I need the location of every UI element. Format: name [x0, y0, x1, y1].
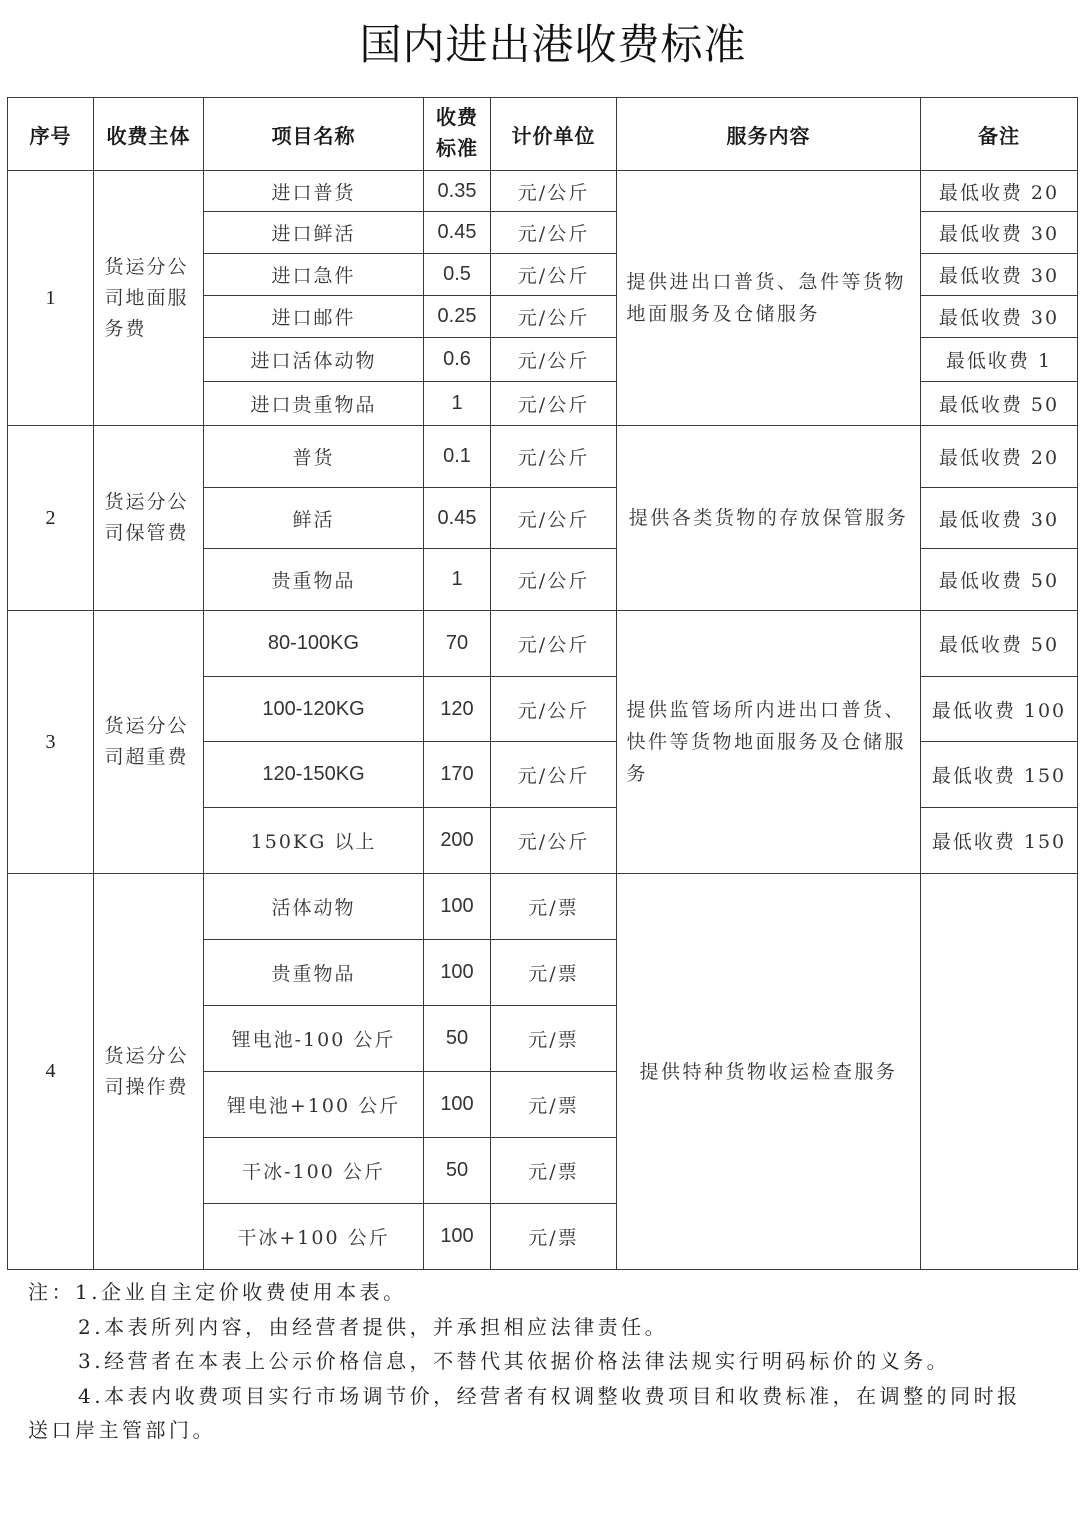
pricing-unit: 元/公斤 [491, 296, 617, 338]
pricing-unit: 元/公斤 [491, 212, 617, 254]
item-name: 进口活体动物 [204, 338, 424, 382]
pricing-unit: 元/公斤 [491, 382, 617, 426]
remark: 最低收费 100 [921, 677, 1078, 742]
item-name: 80-100KG [204, 611, 424, 677]
pricing-unit: 元/公斤 [491, 808, 617, 874]
pricing-unit: 元/公斤 [491, 488, 617, 549]
remark: 最低收费 150 [921, 742, 1078, 808]
item-name: 100-120KG [204, 677, 424, 742]
item-name: 鲜活 [204, 488, 424, 549]
rate-value: 70 [424, 611, 491, 677]
rate-value: 0.5 [424, 254, 491, 296]
service-content: 提供监管场所内进出口普货、快件等货物地面服务及仓储服务 [626, 699, 907, 785]
pricing-unit: 元/票 [491, 1072, 617, 1138]
pricing-unit: 元/票 [491, 874, 617, 940]
rate-value: 50 [424, 1006, 491, 1072]
row-number: 2 [8, 426, 94, 611]
header-rate-label: 收费标准 [436, 107, 478, 160]
item-name: 干冰-100 公斤 [204, 1138, 424, 1204]
note-3: 3.经营者在本表上公示价格信息，不替代其依据价格法律法规实行明码标价的义务。 [78, 1349, 951, 1373]
subject-cell [94, 611, 204, 874]
fee-subject: 货运分公司保管费 [104, 491, 189, 544]
rate-value: 1 [424, 382, 491, 426]
remark: 最低收费 30 [921, 488, 1078, 549]
service-cell [617, 874, 921, 1270]
remark: 最低收费 30 [921, 296, 1078, 338]
rate-value: 120 [424, 677, 491, 742]
service-cell [617, 426, 921, 611]
pricing-unit: 元/公斤 [491, 549, 617, 611]
remark: 最低收费 20 [921, 171, 1078, 212]
item-name: 普货 [204, 426, 424, 488]
item-name: 贵重物品 [204, 940, 424, 1006]
note-1: 注：1.企业自主定价收费使用本表。 [28, 1280, 407, 1304]
rate-value: 200 [424, 808, 491, 874]
remark-empty-cell [921, 874, 1078, 1270]
item-name: 150KG 以上 [204, 808, 424, 874]
remark: 最低收费 50 [921, 549, 1078, 611]
row-number: 4 [8, 874, 94, 1270]
remark: 最低收费 50 [921, 382, 1078, 426]
service-content: 提供特种货物收运检查服务 [639, 1060, 898, 1083]
table-row [8, 426, 1078, 488]
rate-value: 100 [424, 1204, 491, 1270]
pricing-unit: 元/公斤 [491, 338, 617, 382]
header-remark: 备注 [921, 98, 1078, 171]
header-rate [424, 98, 491, 171]
rate-value: 1 [424, 549, 491, 611]
rate-value: 0.6 [424, 338, 491, 382]
item-name: 活体动物 [204, 874, 424, 940]
fee-subject: 货运分公司地面服务费 [104, 255, 189, 340]
remark: 最低收费 20 [921, 426, 1078, 488]
item-name: 120-150KG [204, 742, 424, 808]
remark: 最低收费 30 [921, 254, 1078, 296]
row-number: 1 [8, 171, 94, 426]
table-row [8, 611, 1078, 677]
page-title: 国内进出港收费标准 [359, 21, 747, 68]
rate-value: 0.1 [424, 426, 491, 488]
rate-value: 50 [424, 1138, 491, 1204]
header-subject: 收费主体 [94, 98, 204, 171]
rate-value: 170 [424, 742, 491, 808]
pricing-unit: 元/票 [491, 1138, 617, 1204]
service-content: 提供进出口普货、急件等货物地面服务及仓储服务 [626, 271, 907, 325]
item-name: 贵重物品 [204, 549, 424, 611]
table-row [8, 874, 1078, 940]
header-unit: 计价单位 [491, 98, 617, 171]
note-4-continued: 送口岸主管部门。 [28, 1418, 216, 1442]
service-content: 提供各类货物的存放保管服务 [628, 507, 909, 529]
item-name: 进口鲜活 [204, 212, 424, 254]
row-number: 3 [8, 611, 94, 874]
item-name: 进口邮件 [204, 296, 424, 338]
rate-value: 0.35 [424, 171, 491, 212]
remark: 最低收费 50 [921, 611, 1078, 677]
item-name: 进口普货 [204, 171, 424, 212]
subject-cell [94, 171, 204, 426]
item-name: 干冰+100 公斤 [204, 1204, 424, 1270]
header-row [8, 98, 1078, 171]
pricing-unit: 元/公斤 [491, 426, 617, 488]
table-row [8, 171, 1078, 212]
rate-value: 100 [424, 1072, 491, 1138]
rate-value: 0.25 [424, 296, 491, 338]
fee-table [7, 97, 1078, 1270]
pricing-unit: 元/票 [491, 1006, 617, 1072]
rate-value: 0.45 [424, 488, 491, 549]
header-no: 序号 [8, 98, 94, 171]
pricing-unit: 元/公斤 [491, 171, 617, 212]
item-name: 锂电池+100 公斤 [204, 1072, 424, 1138]
remark: 最低收费 150 [921, 808, 1078, 874]
pricing-unit: 元/票 [491, 940, 617, 1006]
header-service: 服务内容 [617, 98, 921, 171]
pricing-unit: 元/公斤 [491, 742, 617, 808]
item-name: 锂电池-100 公斤 [204, 1006, 424, 1072]
note-4: 4.本表内收费项目实行市场调节价，经营者有权调整收费项目和收费标准，在调整的同时报 [78, 1383, 1021, 1408]
pricing-unit: 元/票 [491, 1204, 617, 1270]
remark: 最低收费 30 [921, 212, 1078, 254]
subject-cell [94, 874, 204, 1270]
service-cell [617, 611, 921, 874]
service-cell [617, 171, 921, 426]
pricing-unit: 元/公斤 [491, 254, 617, 296]
rate-value: 100 [424, 940, 491, 1006]
header-item: 项目名称 [204, 98, 424, 171]
rate-value: 0.45 [424, 212, 491, 254]
notes [28, 1275, 1068, 1448]
rate-value: 100 [424, 874, 491, 940]
note-2: 2.本表所列内容，由经营者提供，并承担相应法律责任。 [78, 1314, 669, 1339]
item-name: 进口贵重物品 [204, 382, 424, 426]
remark: 最低收费 1 [921, 338, 1078, 382]
item-name: 进口急件 [204, 254, 424, 296]
pricing-unit: 元/公斤 [491, 677, 617, 742]
pricing-unit: 元/公斤 [491, 611, 617, 677]
subject-cell [94, 426, 204, 611]
fee-subject: 货运分公司超重费 [104, 715, 189, 768]
fee-subject: 货运分公司操作费 [104, 1044, 189, 1098]
